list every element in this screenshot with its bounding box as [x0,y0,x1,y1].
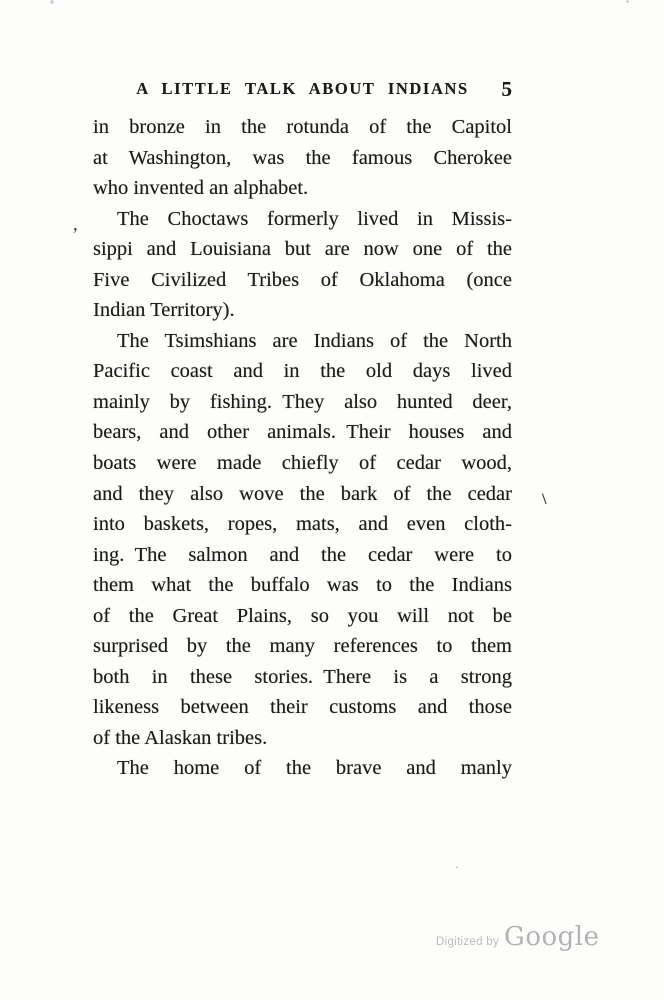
text-line: bears, and other animals. Their houses and [93,421,512,444]
text-line: The Tsimshians are Indians of the North [117,329,512,352]
page-number: 5 [501,77,512,101]
text-line: at Washington, was the famous Cherokee [93,146,512,169]
watermark-prefix-label: Digitized by [436,936,500,948]
page-title: A LITTLE TALK ABOUT INDIANS [136,79,469,98]
text-line: likeness between their customs and those [93,696,512,719]
text-line: who invented an alphabet. [93,177,309,200]
digitized-by-google-watermark [436,922,599,952]
text-line: ing. The salmon and the cedar were to [93,543,512,566]
text-line: Five Civilized Tribes of Oklahoma (once [93,268,512,291]
running-header [93,79,512,103]
text-line: Pacific coast and in the old days lived [93,360,512,383]
text-line: them what the buffalo was to the Indians [93,574,512,597]
text-line: into baskets, ropes, mats, and even cloth- [93,513,512,536]
text-line: mainly by fishing. They also hunted deer, [93,390,512,413]
text-line: boats were made chiefly of cedar wood, [93,452,512,475]
text-line: of the Great Plains, so you will not be [93,604,512,627]
google-logo-text: Google [504,922,600,952]
text-line: both in these stories. There is a strong [93,665,512,688]
text-line: The Choctaws formerly lived in Missis- [117,207,512,230]
scan-artifact-comma: , [73,214,78,235]
text-line: of the Alaskan tribes. [93,726,268,749]
text-line: The home of the brave and manly [117,757,512,780]
body-text [93,112,512,784]
text-line: surprised by the many references to them [93,635,512,658]
text-line: Indian Territory). [93,299,235,322]
text-line: in bronze in the rotunda of the Capitol [93,116,512,138]
scan-artifact-dot: · [455,860,459,874]
text-line: and they also wove the bark of the cedar [93,482,512,505]
scan-speck [626,0,629,3]
scan-artifact-stroke: \ [542,491,547,508]
text-line: sippi and Louisiana but are now one of the [93,238,512,261]
scan-speck [50,0,54,4]
